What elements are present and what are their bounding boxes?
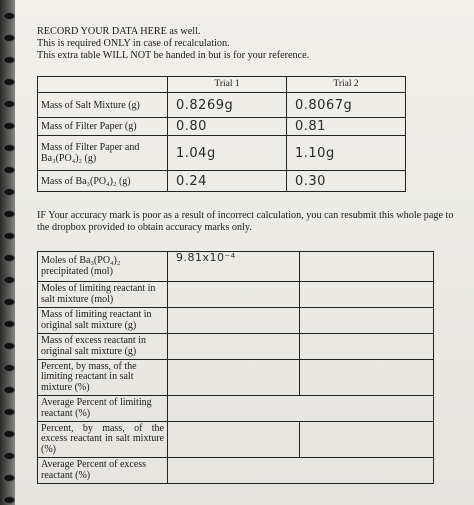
binding-ring	[3, 452, 15, 460]
empty-cell[interactable]	[168, 282, 300, 308]
intro-instructions	[37, 26, 309, 62]
table-row	[38, 93, 406, 118]
table-row	[38, 334, 434, 360]
table-header-cell: Trial 1	[168, 77, 287, 93]
handwritten-value[interactable]: 0.80	[168, 118, 287, 136]
row-label	[38, 422, 168, 458]
empty-cell[interactable]	[168, 308, 300, 334]
binding-ring	[3, 298, 15, 306]
empty-cell[interactable]	[168, 334, 300, 360]
empty-cell[interactable]	[300, 282, 434, 308]
binding-ring	[3, 276, 15, 284]
empty-cell[interactable]	[168, 422, 300, 458]
binding-ring	[3, 188, 15, 196]
table-row	[38, 171, 406, 192]
handwritten-value[interactable]: 1.10g	[287, 136, 406, 171]
handwritten-value[interactable]: 0.81	[287, 118, 406, 136]
binding-ring	[3, 56, 15, 64]
row-label: Average Percent of limiting reactant (%)	[38, 396, 168, 422]
row-label-text: Percent, by mass, of the excess reactant in salt mixture (%)	[41, 422, 164, 455]
row-label: Average Percent of excess reactant (%)	[38, 458, 168, 484]
binding-ring	[3, 386, 15, 394]
empty-cell[interactable]	[300, 360, 434, 396]
row-label: Mass of Filter Paper (g)	[38, 118, 168, 136]
table-row	[38, 282, 434, 308]
row-label: Percent, by mass, of the limiting reactant in salt mixture (%)	[38, 360, 168, 396]
row-label: Mass of Filter Paper and Ba₃(PO₄)₂ (g)	[38, 136, 168, 171]
intro-line: This extra table WILL NOT be handed in but is for your reference.	[37, 50, 310, 61]
empty-cell[interactable]	[168, 360, 300, 396]
table-header-cell: Trial 2	[287, 77, 406, 93]
binding-ring	[3, 430, 15, 438]
calculations-table	[37, 251, 434, 484]
table-header-row	[38, 77, 406, 93]
row-label: Moles of limiting reactant in salt mixture (mol)	[38, 282, 168, 308]
table-row	[38, 118, 406, 136]
table-row	[38, 308, 434, 334]
binding-ring	[3, 342, 15, 350]
handwritten-value[interactable]: 0.8269g	[168, 93, 287, 118]
binding-ring	[3, 166, 15, 174]
table-header-cell	[38, 77, 168, 93]
handwritten-value[interactable]: 0.8067g	[287, 93, 406, 118]
empty-cell[interactable]	[300, 334, 434, 360]
binding-ring	[3, 12, 15, 20]
row-label: Mass of Salt Mixture (g)	[38, 93, 168, 118]
raw-data-table	[37, 76, 406, 192]
merged-empty-cell[interactable]	[168, 458, 434, 484]
empty-cell[interactable]	[300, 252, 434, 282]
worksheet-page	[15, 0, 474, 505]
table-row	[38, 360, 434, 396]
intro-line: This is required ONLY in case of recalculation.	[37, 38, 230, 49]
binding-ring	[3, 100, 15, 108]
empty-cell[interactable]	[300, 308, 434, 334]
table-row	[38, 422, 434, 458]
table-row	[38, 396, 434, 422]
table-row	[38, 458, 434, 484]
binding-ring	[3, 474, 15, 482]
binding-ring	[3, 34, 15, 42]
binding-ring	[3, 496, 15, 504]
empty-cell[interactable]	[300, 422, 434, 458]
row-label: Mass of Ba₃(PO₄)₂ (g)	[38, 171, 168, 192]
binding-ring	[3, 254, 15, 262]
intro-line: RECORD YOUR DATA HERE as well.	[37, 26, 201, 37]
resubmission-note: IF Your accuracy mark is poor as a result of incorrect calculation, you can resubmit this whole page to the dropbox provided to obtain accuracy marks only.	[37, 210, 454, 233]
handwritten-value[interactable]: 1.04g	[168, 136, 287, 171]
table-row	[38, 252, 434, 282]
binding-ring	[3, 210, 15, 218]
table-row	[38, 136, 406, 171]
binding-ring	[3, 364, 15, 372]
row-label: Mass of limiting reactant in original salt mixture (g)	[38, 308, 168, 334]
binding-ring	[3, 232, 15, 240]
notebook-spine	[0, 0, 16, 505]
binding-ring	[3, 78, 15, 86]
handwritten-value[interactable]: 0.24	[168, 171, 287, 192]
binding-ring	[3, 122, 15, 130]
binding-ring	[3, 144, 15, 152]
merged-empty-cell[interactable]	[168, 396, 434, 422]
binding-ring	[3, 320, 15, 328]
handwritten-value[interactable]: 0.30	[287, 171, 406, 192]
row-label: Mass of excess reactant in original salt mixture (g)	[38, 334, 168, 360]
binding-ring	[3, 408, 15, 416]
handwritten-value[interactable]: 9.81x10⁻⁴	[168, 252, 300, 282]
row-label: Moles of Ba₃(PO₄)₂ precipitated (mol)	[38, 252, 168, 282]
